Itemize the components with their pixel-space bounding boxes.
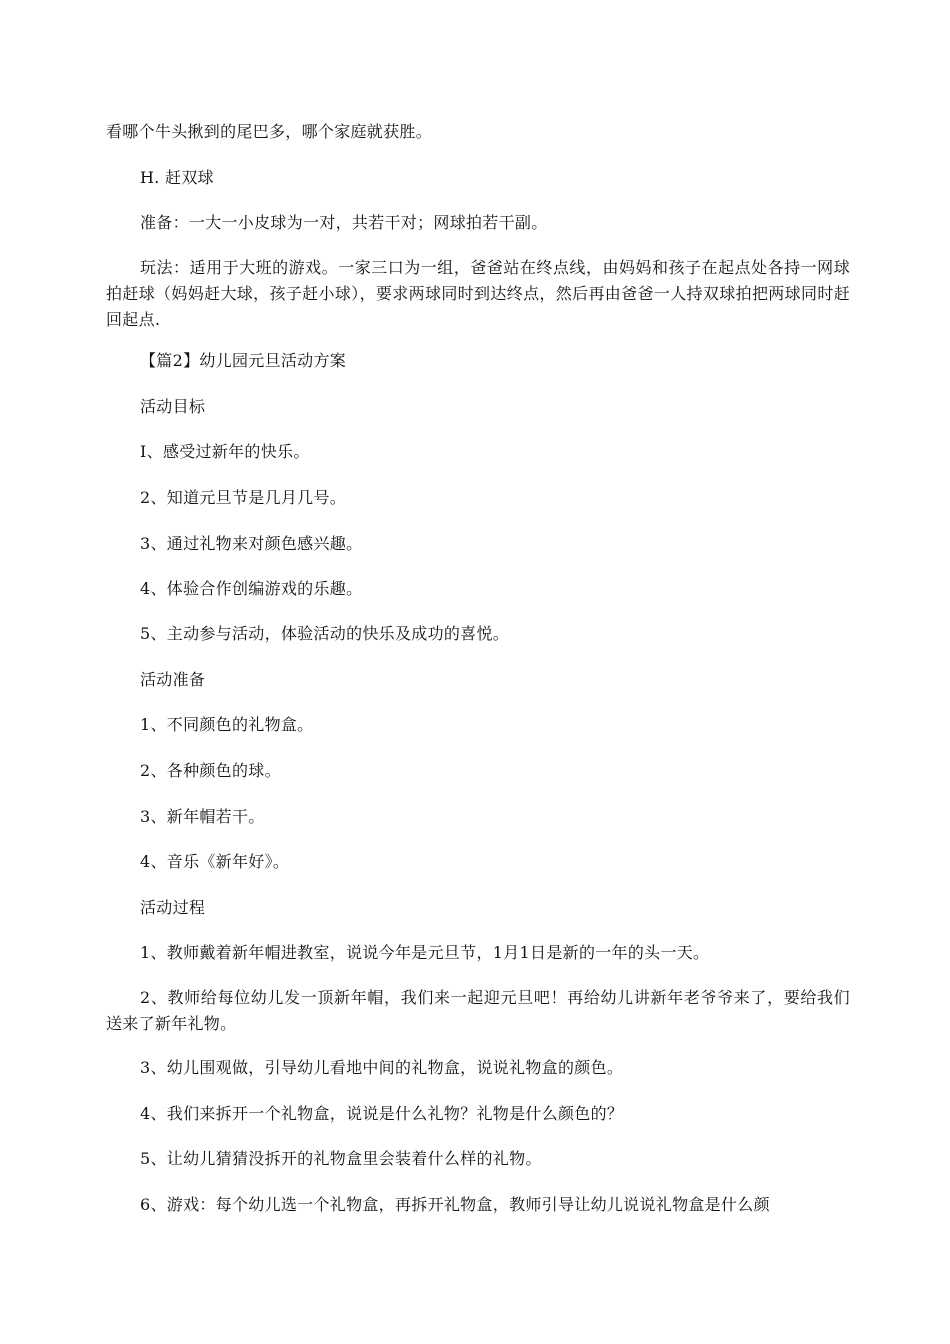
process-step-3: 3、幼儿围观做，引导幼儿看地中间的礼物盒，说说礼物盒的颜色。 (140, 1058, 624, 1077)
game-rules-paragraph: 玩法：适用于大班的游戏。一家三口为一组，爸爸站在终点线，由妈妈和孩子在起点处各持一网球拍赶球（妈妈赶大球，孩子赶小球），要求两球同时到达终点，然后再由爸爸一人持双球拍把两球同时赶回起点. (106, 258, 850, 329)
heading-activity-process: 活动过程 (140, 898, 206, 917)
process-step-6: 6、游戏：每个幼儿选一个礼物盒，再拆开礼物盒，教师引导让幼儿说说礼物盒是什么颜 (140, 1195, 770, 1214)
paragraph-continuation: 看哪个牛头揪到的尾巴多，哪个家庭就获胜。 (106, 122, 433, 141)
heading-activity-preparation: 活动准备 (140, 670, 206, 689)
goal-item-1: I、感受过新年的快乐。 (140, 442, 310, 461)
prep-item-2: 2、各种颜色的球。 (140, 761, 281, 780)
process-step-2: 2、教师给每位幼儿发一顶新年帽，我们来一起迎元旦吧！再给幼儿讲新年老爷爷来了，要给我们送来了新年礼物。 (106, 988, 850, 1033)
game-preparation: 准备：一大一小皮球为一对，共若干对；网球拍若干副。 (140, 213, 548, 232)
prep-item-1: 1、不同颜色的礼物盒。 (140, 715, 314, 734)
process-step-1: 1、教师戴着新年帽进教室，说说今年是元旦节，1月1日是新的一年的头一天。 (140, 943, 710, 962)
heading-activity-goals: 活动目标 (140, 397, 206, 416)
prep-item-3: 3、新年帽若干。 (140, 807, 265, 826)
process-step-4: 4、我们来拆开一个礼物盒，说说是什么礼物？礼物是什么颜色的？ (140, 1104, 624, 1123)
prep-item-4: 4、音乐《新年好》。 (140, 852, 290, 871)
process-step-5: 5、让幼儿猜猜没拆开的礼物盒里会装着什么样的礼物。 (140, 1149, 542, 1168)
game-heading-h: H. 赶双球 (140, 168, 214, 187)
goal-item-5: 5、主动参与活动，体验活动的快乐及成功的喜悦。 (140, 624, 510, 643)
section-title: 【篇2】幼儿园元旦活动方案 (140, 351, 347, 370)
goal-item-3: 3、通过礼物来对颜色感兴趣。 (140, 534, 363, 553)
goal-item-4: 4、体验合作创编游戏的乐趣。 (140, 579, 363, 598)
goal-item-2: 2、知道元旦节是几月几号。 (140, 488, 347, 507)
